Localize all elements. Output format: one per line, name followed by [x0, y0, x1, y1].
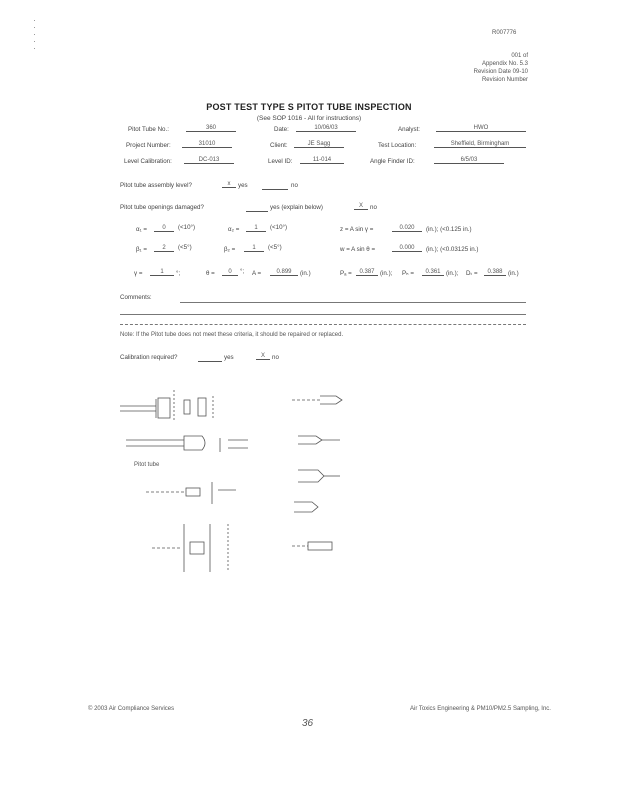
gamma-label: γ = [134, 270, 143, 277]
pitot-tip-diagram-2 [296, 430, 346, 450]
gamma-value: 1 [150, 269, 174, 276]
header-line: Revision Date 09-10 [473, 69, 528, 75]
z-note: (in.); (<0.125 in.) [426, 226, 472, 233]
pitot-tip-diagram-3 [296, 464, 346, 494]
level-yes: yes [238, 182, 248, 189]
damage-yes-blank [246, 203, 268, 212]
gamma-unit: °; [176, 270, 181, 277]
pitot-tip-diagram-4 [292, 498, 332, 516]
alpha1-value: 0 [154, 225, 174, 232]
w-label: w = A sin θ = [340, 246, 376, 253]
pitot-angle-diagram-1 [144, 482, 244, 506]
footer-right: Air Toxics Engineering & PM10/PM2.5 Sampling, Inc. [410, 706, 551, 712]
beta1-value: 2 [154, 245, 174, 252]
z-value: 0.020 [392, 225, 422, 232]
page-title: POST TEST TYPE S PITOT TUBE INSPECTION [206, 102, 412, 112]
calibration-label: Level Calibration: [124, 158, 172, 165]
probe-value: 360 [186, 125, 236, 132]
w-value: 0.000 [392, 245, 422, 252]
header-line: Revision Number [481, 77, 528, 83]
project-value: 31010 [182, 141, 232, 148]
pitot-angle-diagram-2 [150, 518, 240, 574]
beta2-unit: (<5°) [268, 244, 282, 251]
calibration-value: DC-013 [184, 157, 234, 164]
pb-value: 0.361 [422, 269, 444, 276]
d-value: 0.388 [484, 269, 506, 276]
date-value: 10/06/03 [296, 125, 356, 132]
comment-line [120, 324, 526, 325]
calibration-question: Calibration required? [120, 354, 178, 361]
probe-label: Pitot Tube No.: [128, 126, 169, 133]
pa-value: 0.387 [356, 269, 378, 276]
w-note: (in.); (<0.03125 in.) [426, 246, 479, 253]
beta1-label: β₁ = [136, 246, 147, 253]
pitot-tip-diagram-1 [290, 392, 350, 412]
beta1-unit: (<5°) [178, 244, 192, 251]
level-no-blank [262, 181, 288, 190]
theta-unit: °; [240, 268, 245, 275]
footer-left: © 2003 Air Compliance Services [88, 706, 175, 712]
date-label: Date: [274, 126, 289, 133]
header-line: 001 of [511, 53, 528, 59]
header-right-block [474, 52, 528, 84]
alpha1-unit: (<10°) [178, 224, 196, 231]
z-label: z = A sin γ = [340, 226, 374, 233]
analyst-value: HWO [436, 125, 526, 132]
theta-label: θ = [206, 270, 215, 277]
comment-line [180, 302, 526, 303]
pa-unit: (in.); [380, 270, 393, 277]
a-label: A = [252, 270, 262, 277]
beta2-label: β₂ = [224, 246, 236, 253]
analyst-label: Analyst: [398, 126, 421, 133]
alpha2-label: α₂ = [228, 226, 240, 233]
calibration-yes: yes [224, 354, 234, 361]
pb-label: Pₕ = [402, 270, 414, 277]
page-subtitle: (See SOP 1016 - All for instructions) [256, 115, 362, 122]
header-line: Appendix No. 5.3 [481, 61, 528, 67]
client-label: Client: [270, 142, 288, 149]
location-value: Sheffield, Birmingham [434, 141, 526, 148]
calibration-no-mark: X [256, 353, 270, 360]
alpha2-unit: (<10°) [270, 224, 288, 231]
level-no: no [291, 182, 298, 189]
alpha2-value: 1 [246, 225, 266, 232]
damage-yes: yes (explain below) [270, 204, 323, 211]
level-value: 11-014 [300, 157, 344, 164]
level-yes-mark: x [222, 181, 236, 188]
client-value: JE Sagg [294, 141, 344, 148]
calibration-yes-blank [198, 353, 222, 362]
level-question: Pitot tube assembly level? [120, 182, 192, 189]
level-label: Level ID: [268, 158, 293, 165]
project-label: Project Number: [126, 142, 171, 149]
damage-question: Pitot tube openings damaged? [120, 204, 204, 211]
doc-id: R007776 [492, 30, 517, 36]
criteria-note: Note: If the Pitot tube does not meet these criteria, it should be repaired or replaced. [120, 332, 344, 338]
damage-no-mark: X [354, 203, 368, 210]
pa-label: Pₐ = [340, 270, 352, 277]
alpha1-label: α₁ = [136, 226, 147, 233]
location-label: Test Location: [378, 142, 417, 149]
pb-unit: (in.); [446, 270, 459, 277]
theta-value: 0 [222, 269, 238, 276]
a-value: 0.899 [270, 269, 298, 276]
diagram-label: Pitot tube [134, 462, 160, 468]
a-unit: (in.) [300, 270, 311, 277]
comment-line [120, 314, 526, 315]
pitot-tip-diagram-5 [290, 538, 340, 554]
damage-no: no [370, 204, 377, 211]
margin-dots [34, 20, 35, 55]
d-unit: (in.) [508, 270, 519, 277]
calibration-no: no [272, 354, 279, 361]
beta2-value: 1 [244, 245, 264, 252]
angle-label: Angle Finder ID: [370, 158, 415, 165]
d-label: Dₜ = [466, 270, 478, 277]
page-number: 36 [302, 718, 314, 729]
angle-value: 6/5/03 [434, 157, 504, 164]
comments-label: Comments: [120, 294, 152, 301]
pitot-top-view-diagram [118, 384, 228, 424]
